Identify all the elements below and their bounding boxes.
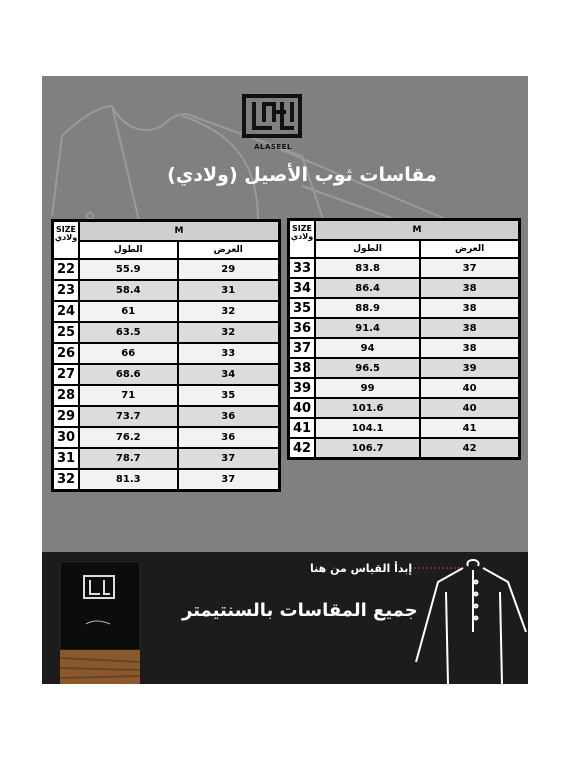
table-row xyxy=(53,280,280,301)
table-row xyxy=(289,358,520,378)
width-cell: 37 xyxy=(178,448,280,469)
width-cell: 34 xyxy=(178,364,280,385)
size-cell: 39 xyxy=(289,378,316,398)
table-row xyxy=(53,343,280,364)
table-row xyxy=(289,438,520,459)
size-cell: 29 xyxy=(53,406,80,427)
width-cell: 37 xyxy=(420,258,519,278)
fit-header: M xyxy=(79,221,280,242)
length-cell: 63.5 xyxy=(79,322,178,343)
length-cell: 76.2 xyxy=(79,427,178,448)
all-sizes-cm-label: جميع المقاسات بالسنتيمتر xyxy=(182,600,418,621)
product-box-image xyxy=(56,562,144,684)
table-row xyxy=(289,378,520,398)
length-cell: 68.6 xyxy=(79,364,178,385)
length-cell: 58.4 xyxy=(79,280,178,301)
size-cell: 26 xyxy=(53,343,80,364)
width-cell: 29 xyxy=(178,259,280,280)
size-cell: 24 xyxy=(53,301,80,322)
width-cell: 39 xyxy=(420,358,519,378)
logo-wordmark: ALASEEL xyxy=(254,143,292,151)
length-cell: 81.3 xyxy=(79,469,178,491)
size-header-ar: ولادي xyxy=(54,233,78,242)
table-row xyxy=(53,469,280,491)
size-table-left xyxy=(51,219,281,492)
width-cell: 38 xyxy=(420,298,519,318)
table-row xyxy=(53,364,280,385)
size-header xyxy=(289,220,316,259)
width-cell: 36 xyxy=(178,427,280,448)
size-cell: 35 xyxy=(289,298,316,318)
size-header-en: SIZE xyxy=(291,224,312,233)
table-row xyxy=(53,322,280,343)
col-length-header: الطول xyxy=(79,241,178,259)
col-width-header: العرض xyxy=(178,241,280,259)
size-cell: 22 xyxy=(53,259,80,280)
size-header-ar: ولادي xyxy=(290,232,314,241)
col-width-header: العرض xyxy=(420,240,519,258)
length-cell: 66 xyxy=(79,343,178,364)
size-cell: 34 xyxy=(289,278,316,298)
width-cell: 40 xyxy=(420,378,519,398)
length-cell: 94 xyxy=(315,338,420,358)
table-row xyxy=(53,259,280,280)
width-cell: 35 xyxy=(178,385,280,406)
width-cell: 38 xyxy=(420,318,519,338)
col-length-header: الطول xyxy=(315,240,420,258)
width-cell: 42 xyxy=(420,438,519,459)
width-cell: 41 xyxy=(420,418,519,438)
length-cell: 71 xyxy=(79,385,178,406)
size-cell: 33 xyxy=(289,258,316,278)
table-row xyxy=(53,385,280,406)
width-cell: 31 xyxy=(178,280,280,301)
table-row xyxy=(53,448,280,469)
width-cell: 37 xyxy=(178,469,280,491)
size-cell: 32 xyxy=(53,469,80,491)
table-row xyxy=(53,427,280,448)
length-cell: 91.4 xyxy=(315,318,420,338)
size-table-right xyxy=(287,218,521,460)
page-title: مقاسات ثوب الأصيل (ولادي) xyxy=(167,164,437,186)
length-cell: 73.7 xyxy=(79,406,178,427)
size-cell: 28 xyxy=(53,385,80,406)
size-cell: 41 xyxy=(289,418,316,438)
size-cell: 38 xyxy=(289,358,316,378)
table-row xyxy=(289,298,520,318)
length-cell: 88.9 xyxy=(315,298,420,318)
alaseel-logo-icon xyxy=(240,92,304,142)
table-row xyxy=(289,318,520,338)
size-header-en: SIZE xyxy=(55,225,76,234)
width-cell: 32 xyxy=(178,301,280,322)
size-cell: 23 xyxy=(53,280,80,301)
size-cell: 31 xyxy=(53,448,80,469)
length-cell: 99 xyxy=(315,378,420,398)
measure-start-label: إبدأ القياس من هنا xyxy=(310,562,413,575)
table-row xyxy=(289,258,520,278)
length-cell: 61 xyxy=(79,301,178,322)
width-cell: 38 xyxy=(420,278,519,298)
width-cell: 32 xyxy=(178,322,280,343)
length-cell: 106.7 xyxy=(315,438,420,459)
bottom-banner xyxy=(42,552,528,684)
size-cell: 42 xyxy=(289,438,316,459)
table-row xyxy=(289,418,520,438)
table-row xyxy=(53,301,280,322)
width-cell: 38 xyxy=(420,338,519,358)
length-cell: 83.8 xyxy=(315,258,420,278)
size-cell: 25 xyxy=(53,322,80,343)
fit-header: M xyxy=(315,220,520,241)
size-chart-poster xyxy=(42,76,528,684)
width-cell: 40 xyxy=(420,398,519,418)
table-row xyxy=(289,278,520,298)
length-cell: 55.9 xyxy=(79,259,178,280)
table-row xyxy=(53,406,280,427)
size-cell: 27 xyxy=(53,364,80,385)
thobe-outline-icon xyxy=(408,552,528,684)
length-cell: 78.7 xyxy=(79,448,178,469)
table-row xyxy=(289,398,520,418)
width-cell: 36 xyxy=(178,406,280,427)
length-cell: 86.4 xyxy=(315,278,420,298)
width-cell: 33 xyxy=(178,343,280,364)
length-cell: 104.1 xyxy=(315,418,420,438)
size-cell: 30 xyxy=(53,427,80,448)
size-cell: 37 xyxy=(289,338,316,358)
size-cell: 40 xyxy=(289,398,316,418)
table-row xyxy=(289,338,520,358)
size-cell: 36 xyxy=(289,318,316,338)
size-header xyxy=(53,221,80,260)
length-cell: 96.5 xyxy=(315,358,420,378)
length-cell: 101.6 xyxy=(315,398,420,418)
